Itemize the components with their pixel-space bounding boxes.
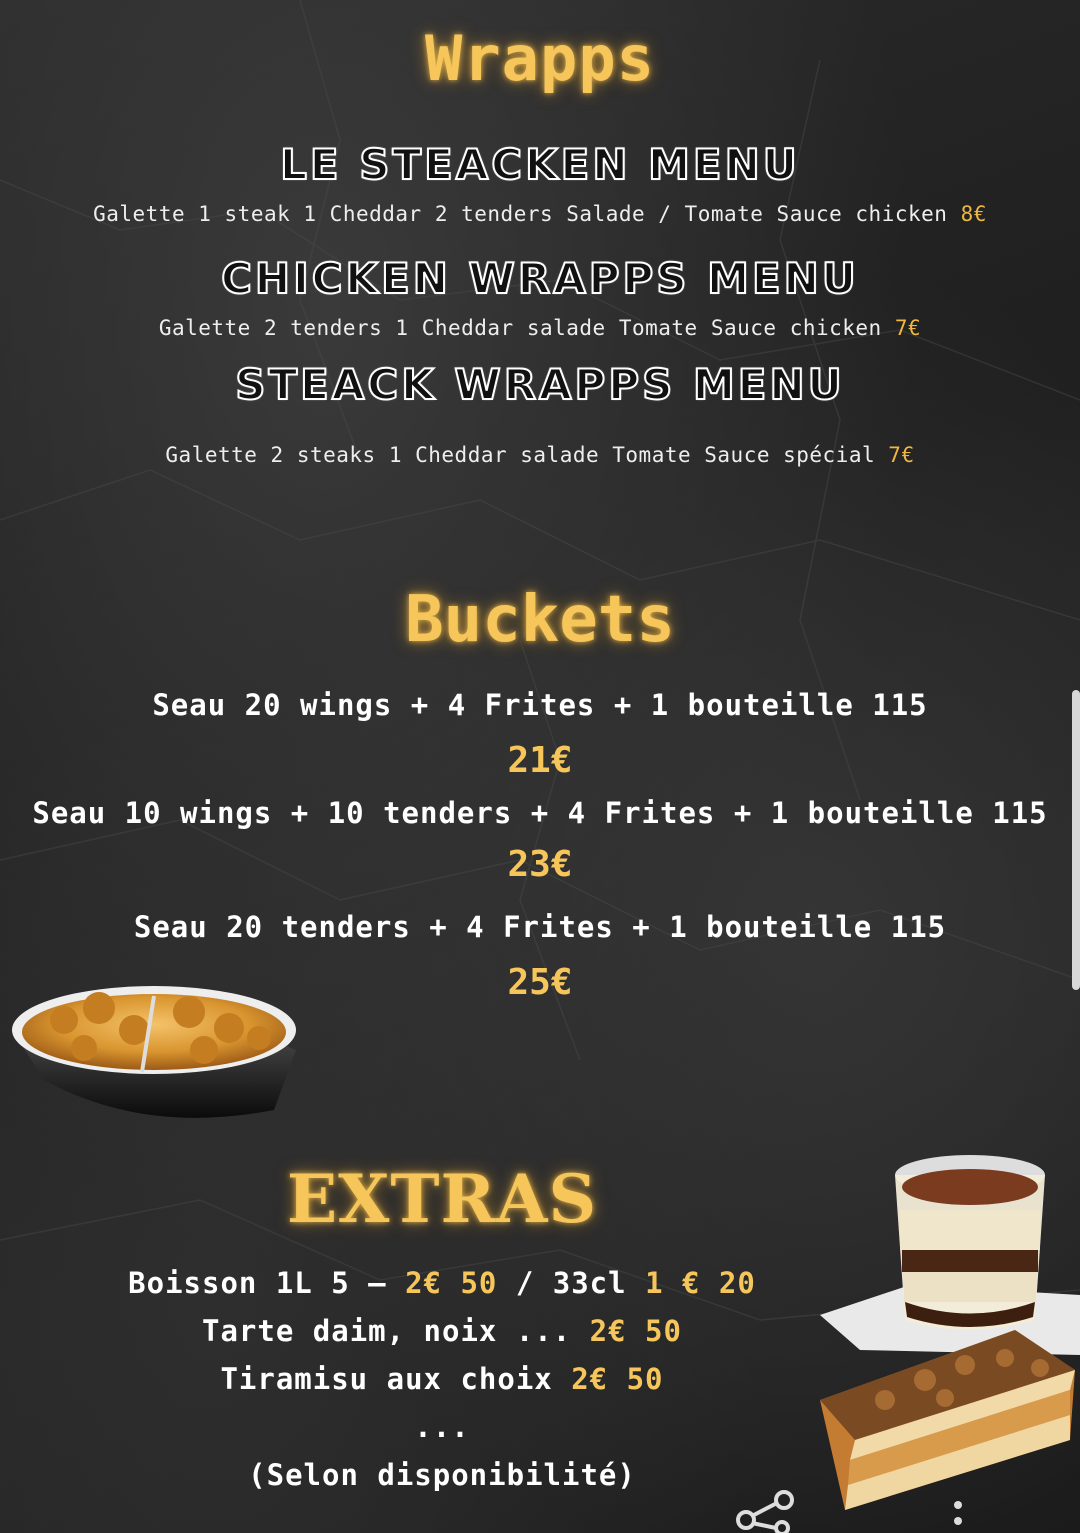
- price: 2€ 50: [405, 1266, 498, 1300]
- section-title-buckets: Buckets: [405, 583, 675, 657]
- menu-name-steack-wrapps: STEACK WRAPPS MENU: [235, 360, 845, 409]
- extra-text: Tarte daim, noix ...: [202, 1314, 590, 1348]
- menu-desc-chicken-wrapps: [0, 316, 1080, 340]
- price: 2€ 50: [589, 1314, 682, 1348]
- scrollbar[interactable]: [1072, 690, 1080, 990]
- section-title-extras: EXTRAS: [286, 1160, 598, 1238]
- menu-name-chicken-wrapps: CHICKEN WRAPPS MENU: [221, 254, 859, 303]
- extra-text: Tiramisu aux choix: [220, 1362, 572, 1396]
- bucket-price-2: 23€: [507, 844, 573, 885]
- desc-text: Galette 1 steak 1 Cheddar 2 tenders Salade / Tomate Sauce chicken: [93, 202, 948, 226]
- extra-text: Boisson 1L 5 –: [128, 1266, 406, 1300]
- section-title-wrapps: Wrapps: [425, 22, 655, 95]
- price: 1 € 20: [645, 1266, 756, 1300]
- desc-text: Galette 2 steaks 1 Cheddar salade Tomate Sauce spécial: [165, 443, 876, 467]
- share-icon[interactable]: [732, 1488, 798, 1533]
- menu-desc-steacken: [0, 202, 1080, 226]
- menu-name-steacken: LE STEACKEN MENU: [280, 140, 800, 189]
- price: 2€ 50: [571, 1362, 664, 1396]
- bucket-desc-1: Seau 20 wings + 4 Frites + 1 bouteille 115: [152, 688, 928, 722]
- bucket-price-3: 25€: [507, 962, 573, 1003]
- extra-text: / 33cl: [497, 1266, 646, 1300]
- desc-text: Galette 2 tenders 1 Cheddar salade Tomate Sauce chicken: [158, 316, 882, 340]
- availability-note: (Selon disponibilité): [248, 1458, 636, 1492]
- extra-tarte: [0, 1314, 884, 1348]
- more-dots-icon[interactable]: [948, 1495, 968, 1533]
- price: 8€: [960, 202, 987, 226]
- price: 7€: [894, 316, 922, 340]
- extra-ellipsis: ...: [414, 1410, 470, 1444]
- bucket-price-1: 21€: [507, 740, 573, 781]
- menu-desc-steack-wrapps: [0, 443, 1080, 467]
- price: 7€: [888, 443, 915, 467]
- chicken-tenders-image: [4, 960, 304, 1140]
- bucket-desc-2: Seau 10 wings + 10 tenders + 4 Frites + 1 bouteille 115: [32, 796, 1048, 830]
- extra-boisson: [0, 1266, 884, 1300]
- extra-tiramisu: [0, 1362, 884, 1396]
- bucket-desc-3: Seau 20 tenders + 4 Frites + 1 bouteille 115: [133, 910, 947, 944]
